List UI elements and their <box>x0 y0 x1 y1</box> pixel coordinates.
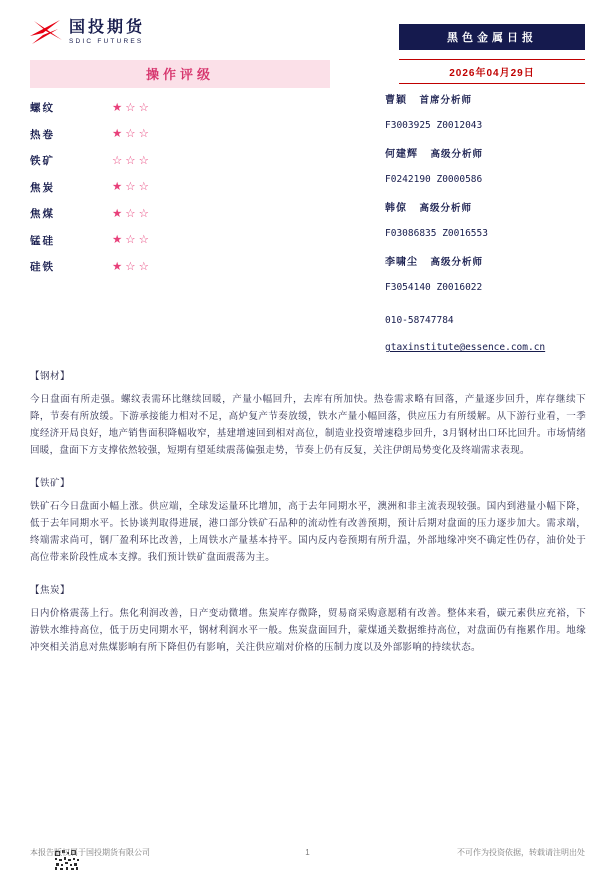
report-title: 黑色金属日报 <box>399 24 585 50</box>
rating-stars: ★☆☆ <box>112 181 152 193</box>
section-text: 日内价格震荡上行。焦化利润改善，日产变动微增。焦炭库存微降，贸易商采购意愿稍有改善。整体来看，碳元素供应充裕，下游铁水维持高位，低于历史同期水平，钢材利润水平一般。焦炭盘面回升，蒙煤通关数据维持高位，对盘面仍有拖累作用。地缘冲突相关消息对焦煤影响有所下降但仍有影响，关注供应端对价格的压制力度以及外部影响的持续状态。 <box>30 608 586 653</box>
rating-commodity: 铁矿 <box>30 155 55 167</box>
analyst-title: 高级分析师 <box>430 257 483 268</box>
company-name-en: SDIC FUTURES <box>69 38 144 45</box>
page-number: 1 <box>305 848 310 857</box>
rating-stars: ★☆☆ <box>112 207 152 220</box>
rating-commodity: 螺纹 <box>30 102 55 114</box>
rating-commodity: 焦煤 <box>30 208 55 220</box>
analyst-name-line <box>385 146 595 160</box>
analyst-name: 何建辉 <box>385 149 418 160</box>
analyst-title: 首席分析师 <box>419 95 472 106</box>
analyst-name-line <box>385 254 595 268</box>
report-title-block <box>399 24 585 84</box>
section-heading: 【铁矿】 <box>30 478 71 489</box>
rating-row-hotcoil <box>30 127 330 141</box>
footer-disclaimer: 不可作为投资依据，转载请注明出处 <box>457 848 585 857</box>
section-coke <box>30 582 586 656</box>
contact-phone: 010-58747784 <box>385 315 454 326</box>
report-date: 2026年04月29日 <box>399 59 585 84</box>
rating-stars: ☆☆☆ <box>112 154 152 167</box>
analyst-codes: F0242190 Z0000586 <box>385 174 483 185</box>
section-text: 铁矿石今日盘面小幅上涨。供应端，全球发运量环比增加，高于去年同期水平，澳洲和非主流表现较强。国内到港量小幅下降，低于去年同期水平。长协谈判取得进展，港口部分铁矿石品种的流动性有改善预期，预计后期对盘面的压力逐步加大。需求端，终端需求尚可，钢厂盈利环比改善，上周铁水产量基本持平。国内反内卷预期有所升温，外部地缘冲突不确定性仍存，油价处于高位带来阶段性成本支撑。我们预计铁矿盘面震荡为主。 <box>30 501 586 563</box>
analyst-name: 曹颖 <box>385 95 407 106</box>
ratings-panel <box>30 60 330 274</box>
section-steel <box>30 368 586 459</box>
rating-commodity: 硅铁 <box>30 261 55 273</box>
rating-row-cokingcoal <box>30 207 330 221</box>
rating-stars: ★☆☆ <box>112 234 152 246</box>
section-ironore <box>30 475 586 566</box>
rating-row-fesi <box>30 260 330 274</box>
contact-email[interactable]: gtaxinstitute@essence.com.cn <box>385 342 546 353</box>
analyst-name: 韩倞 <box>385 203 407 214</box>
section-heading: 【钢材】 <box>30 371 71 382</box>
report-body <box>30 368 586 672</box>
rating-commodity: 焦炭 <box>30 181 55 194</box>
analyst-name-line <box>385 92 595 106</box>
analyst-name: 李啸尘 <box>385 257 418 268</box>
company-logo <box>30 18 145 46</box>
rating-stars: ★☆☆ <box>112 260 152 273</box>
analyst-title: 高级分析师 <box>430 149 483 160</box>
rating-stars: ★☆☆ <box>112 128 152 140</box>
rating-commodity: 热卷 <box>30 128 55 141</box>
analyst-title: 高级分析师 <box>419 203 472 214</box>
rating-commodity: 锰硅 <box>30 234 55 247</box>
ratings-title: 操作评级 <box>30 60 330 88</box>
analyst-codes: F3003925 Z0012043 <box>385 120 483 131</box>
analyst-codes: F03086835 Z0016553 <box>385 228 488 239</box>
page-footer <box>30 847 585 858</box>
rating-row-simn <box>30 233 330 247</box>
rating-row-ironore <box>30 154 330 168</box>
analyst-codes: F3054140 Z0016022 <box>385 282 483 293</box>
analysts-panel <box>385 92 595 368</box>
analyst-name-line <box>385 200 595 214</box>
section-text: 今日盘面有所走强。螺纹表需环比继续回暖，产量小幅回升，去库有所加快。热卷需求略有回落，产量逐步回升，库存继续下降，节奏有所放缓。下游承接能力相对不足，高炉复产节奏放缓，铁水产量小幅回落，供应压力有所缓解。从下游行业看，一季度经济开局良好，地产销售面积降幅收窄，基建增速回到相对高位，制造业投资增速稳步回升，3月钢材出口环比回升。市场情绪回暖，盘面下方支撑依然较强，短期有望延续震荡偏强走势，节奏上仍有反复，关注伊朗局势变化及终端需求表现。 <box>30 394 586 456</box>
sdic-logo-icon <box>30 18 62 46</box>
rating-row-coke <box>30 180 330 194</box>
section-heading: 【焦炭】 <box>30 585 71 596</box>
footer-copyright: 本报告版权属于国投期货有限公司 <box>30 848 150 857</box>
rating-stars: ★☆☆ <box>112 101 152 114</box>
company-name: 国投期货 <box>69 19 146 36</box>
rating-row-rebar <box>30 101 330 115</box>
